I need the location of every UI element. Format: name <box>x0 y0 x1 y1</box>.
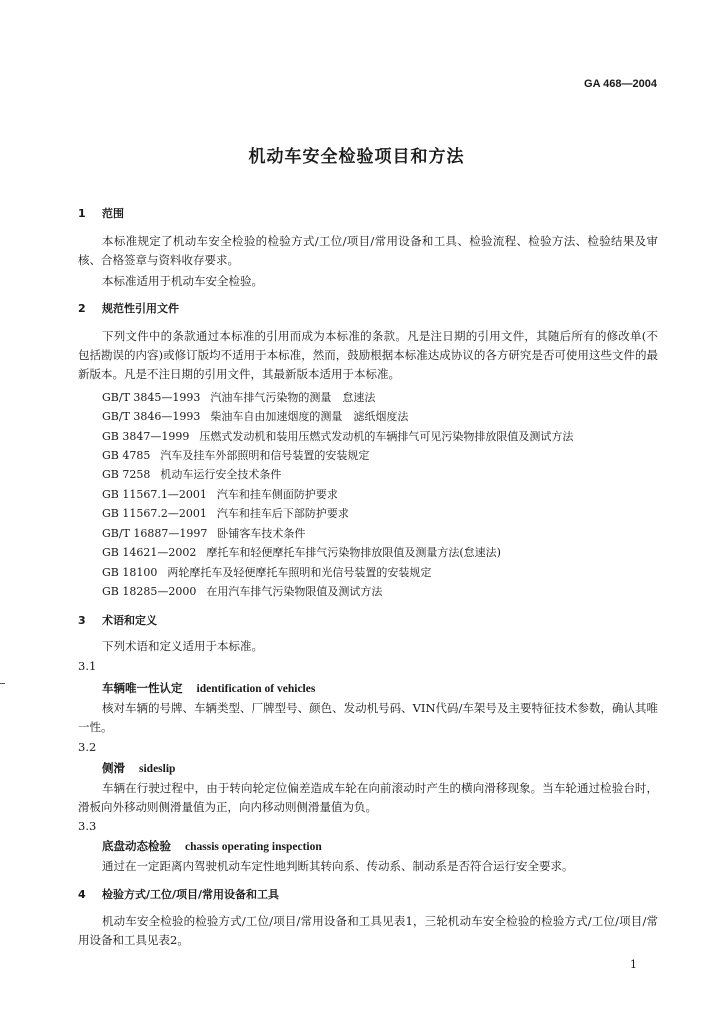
reference-name: 压燃式发动机和装用压燃式发动机的车辆排气可见污染物排放限值及测试方法 <box>199 430 574 443</box>
margin-mark <box>0 683 5 684</box>
reference-code: GB 4785 <box>102 449 151 462</box>
reference-item <box>102 564 431 580</box>
section-2-heading <box>78 300 179 316</box>
term-english: identification of vehicles <box>196 683 316 695</box>
term-heading <box>102 760 175 776</box>
page-number: 1 <box>630 958 637 971</box>
reference-item <box>102 447 369 463</box>
reference-code: GB 11567.2—2001 <box>102 507 207 520</box>
reference-name: 汽车和挂车后下部防护要求 <box>216 507 349 520</box>
reference-item <box>102 505 349 521</box>
reference-name: 汽油车排气污染物的测量 怠速法 <box>210 391 376 404</box>
reference-name: 卧铺客车技术条件 <box>217 527 306 540</box>
section-title: 范围 <box>102 207 124 220</box>
term-chinese: 底盘动态检验 <box>102 839 171 853</box>
section-1-paragraph: 本标准规定了机动车安全检验的检验方式/工位/项目/常用设备和工具、检验流程、检验方法、检验结果及审核、合格签章与资料收存要求。 <box>78 234 658 267</box>
section-1-scope-line: 本标准适用于机动车安全检验。 <box>102 274 263 288</box>
reference-code: GB 7258 <box>102 468 151 481</box>
section-1-heading <box>78 205 124 221</box>
reference-item <box>102 428 573 444</box>
term-number: 3.2 <box>78 740 97 754</box>
reference-name: 在用汽车排气污染物限值及测试方法 <box>206 585 383 598</box>
section-4-paragraph: 机动车安全检验的检验方式/工位/项目/常用设备和工具见表1，三轮机动车安全检验的检验方式/工位/项目/常用设备和工具见表2。 <box>78 914 658 947</box>
reference-item <box>102 583 382 599</box>
reference-code: GB 18100 <box>102 566 158 579</box>
reference-item <box>102 544 501 560</box>
term-number: 3.3 <box>78 819 97 833</box>
section-title: 术语和定义 <box>102 614 157 627</box>
term-definition: 车辆在行驶过程中，由于转向轮定位偏差造成车轮在向前滚动时产生的横向滑移现象。当车轮通过检验台时，滑板向外移动则侧滑量值为正，向内移动则侧滑量值为负。 <box>78 781 658 814</box>
term-heading <box>102 838 322 854</box>
reference-code: GB/T 3846—1993 <box>102 410 201 423</box>
reference-item <box>102 466 281 482</box>
section-number: 4 <box>78 888 86 901</box>
section-title: 规范性引用文件 <box>102 302 179 315</box>
reference-code: GB 11567.1—2001 <box>102 488 207 501</box>
reference-item <box>102 486 338 502</box>
reference-code: GB 14621—2002 <box>102 546 197 559</box>
section-number: 2 <box>78 302 86 315</box>
reference-code: GB/T 16887—1997 <box>102 527 208 540</box>
document-title: 机动车安全检验项目和方法 <box>248 147 465 167</box>
reference-code: GB 3847—1999 <box>102 430 190 443</box>
reference-item <box>102 408 408 424</box>
reference-name: 两轮摩托车及轻便摩托车照明和光信号装置的安装规定 <box>167 566 432 579</box>
section-4-heading <box>78 886 279 902</box>
reference-name: 摩托车和轻便摩托车排气污染物排放限值及测量方法(怠速法) <box>206 546 501 559</box>
reference-name: 汽车和挂车侧面防护要求 <box>216 488 338 501</box>
reference-name: 机动车运行安全技术条件 <box>160 468 282 481</box>
reference-name: 汽车及挂车外部照明和信号装置的安装规定 <box>160 449 370 462</box>
section-title: 检验方式/工位/项目/常用设备和工具 <box>102 888 280 901</box>
reference-item <box>102 525 305 541</box>
term-definition: 通过在一定距离内驾驶机动车定性地判断其转向系、传动系、制动系是否符合运行安全要求。 <box>102 859 574 873</box>
term-chinese: 车辆唯一性认定 <box>102 681 183 695</box>
reference-code: GB/T 3845—1993 <box>102 391 201 404</box>
term-heading <box>102 680 315 696</box>
term-english: chassis operating inspection <box>185 841 322 853</box>
term-english: sideslip <box>139 763 176 775</box>
reference-item <box>102 389 375 405</box>
reference-code: GB 18285—2000 <box>102 585 197 598</box>
section-3-heading <box>78 612 157 628</box>
term-number: 3.1 <box>78 659 97 673</box>
standard-code: GA 468—2004 <box>584 78 657 90</box>
term-definition: 核对车辆的号牌、车辆类型、厂牌型号、颜色、发动机号码、VIN代码/车架号及主要特征技术参数，确认其唯一性。 <box>78 701 658 734</box>
section-2-paragraph: 下列文件中的条款通过本标准的引用而成为本标准的条款。凡是注日期的引用文件，其随后所有的修改单(不包括勘误的内容)或修订版均不适用于本标准，然而，鼓励根据本标准达成协议的各方研究是否可使用这些文件的最新版本。凡是不注日期的引用文件，其最新版本适用于本标准。 <box>78 329 658 381</box>
term-chinese: 侧滑 <box>102 761 125 775</box>
reference-name: 柴油车自由加速烟度的测量 滤纸烟度法 <box>210 410 409 423</box>
section-number: 1 <box>78 207 86 220</box>
section-3-intro: 下列术语和定义适用于本标准。 <box>102 639 263 653</box>
section-number: 3 <box>78 614 86 627</box>
